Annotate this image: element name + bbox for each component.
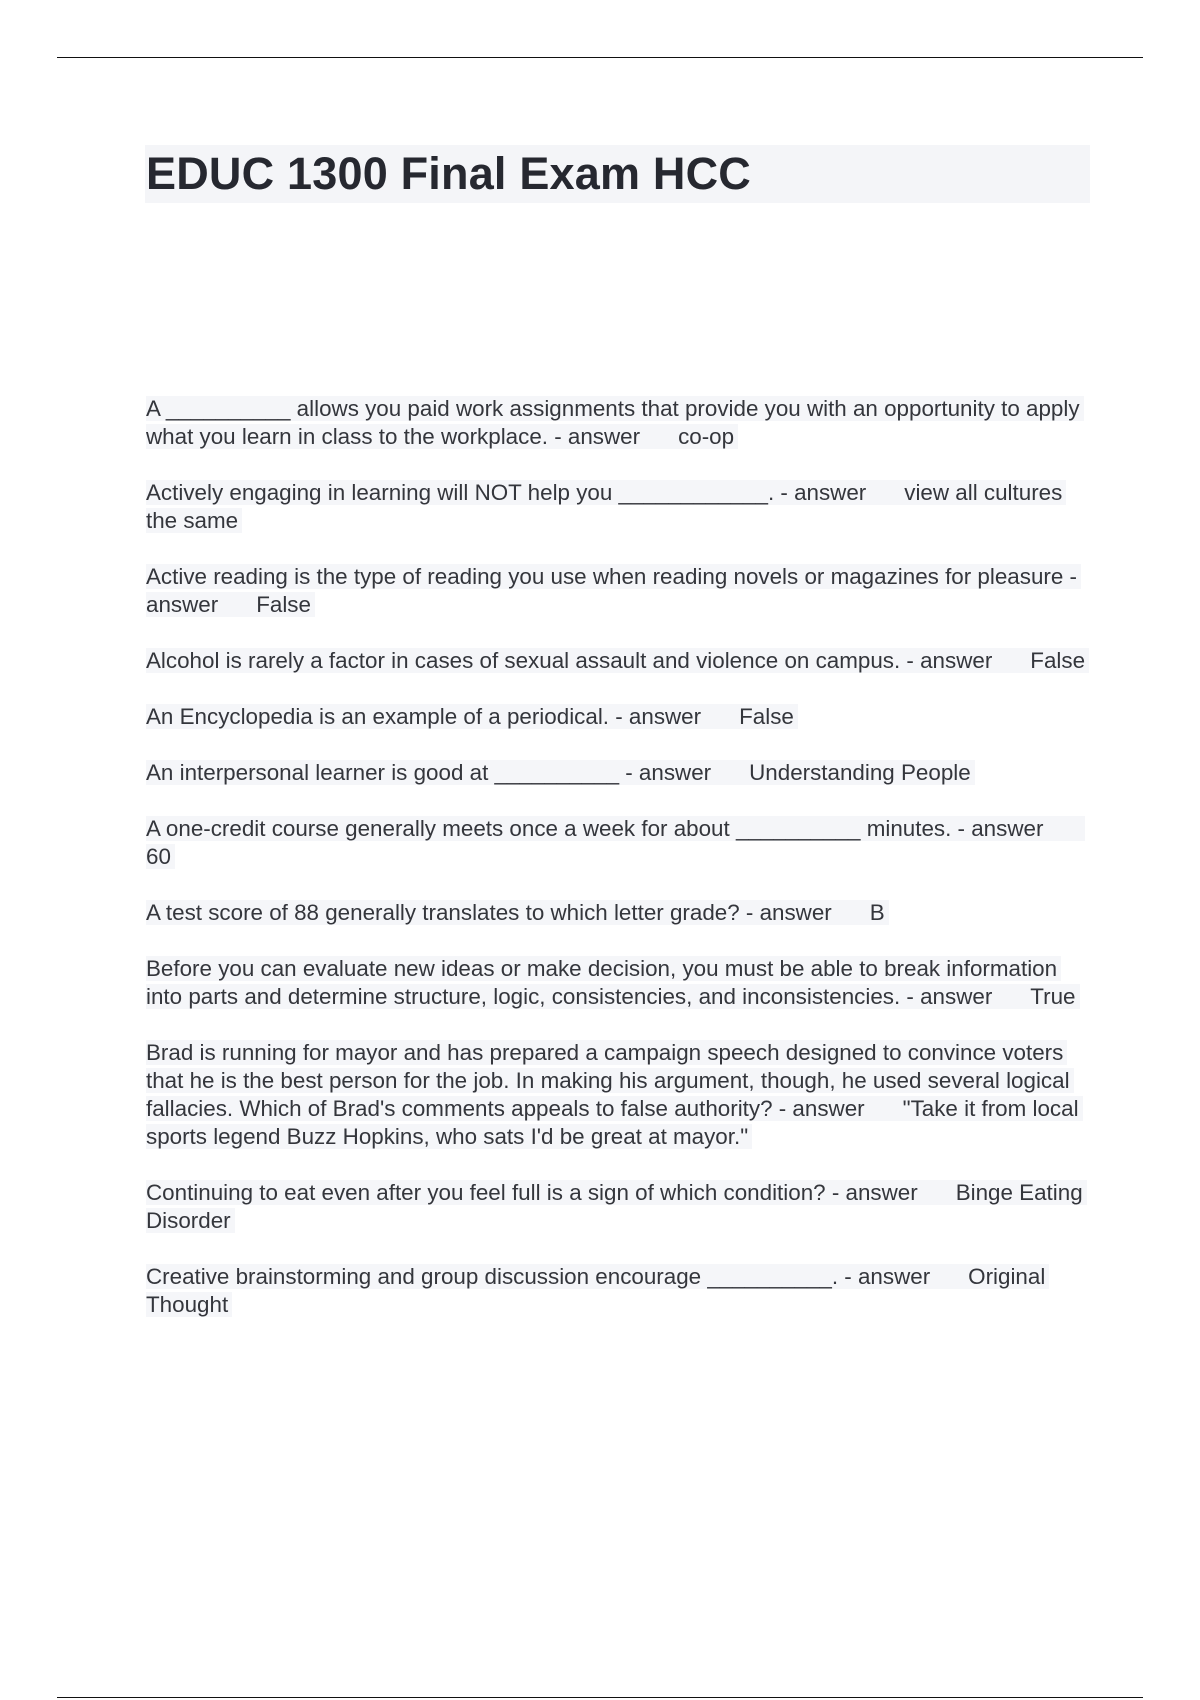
answer-text: Understanding People xyxy=(749,760,971,785)
answer-text: Original Thought xyxy=(146,1264,1046,1317)
question-text: Actively engaging in learning will NOT help you ____________. - answer xyxy=(146,480,867,505)
answer-text: True xyxy=(1030,984,1076,1009)
answer-text: 60 xyxy=(146,844,171,869)
question-text: A test score of 88 generally translates to which letter grade? - answer xyxy=(146,900,832,925)
answer-text: "Take it from local sports legend Buzz Hopkins, who sats I'd be great at mayor." xyxy=(146,1096,1079,1149)
question-text: Continuing to eat even after you feel full is a sign of which condition? - answer xyxy=(146,1180,918,1205)
qa-item xyxy=(146,1179,1096,1235)
qa-item xyxy=(146,955,1096,1011)
answer-text: False xyxy=(739,704,794,729)
qa-item xyxy=(146,1039,1096,1151)
qa-item xyxy=(146,563,1096,619)
qa-item xyxy=(146,395,1096,451)
answer-text: view all cultures the same xyxy=(146,480,1063,533)
qa-item xyxy=(146,759,1096,787)
question-text: Active reading is the type of reading you use when reading novels or magazines for pleasure - answer xyxy=(146,564,1077,617)
answer-text: Binge Eating Disorder xyxy=(146,1180,1083,1233)
qa-list xyxy=(146,395,1096,1347)
question-text: An Encyclopedia is an example of a periodical. - answer xyxy=(146,704,702,729)
answer-text: False xyxy=(256,592,311,617)
qa-item xyxy=(146,899,1096,927)
bottom-rule xyxy=(57,1697,1143,1698)
answer-text: co-op xyxy=(678,424,735,449)
document-title: EDUC 1300 Final Exam HCC xyxy=(146,148,752,199)
top-rule xyxy=(57,57,1143,58)
question-text: An interpersonal learner is good at __________ - answer xyxy=(146,760,712,785)
question-text: A __________ allows you paid work assignments that provide you with an opportunity to apply what you learn in class to the workplace. - answer xyxy=(146,396,1080,449)
question-text: Brad is running for mayor and has prepared a campaign speech designed to convince voters that he is the best person for the job. In making his argument, though, he used several logical fallacies. Which of Brad's comments appeals to false authority? - answer xyxy=(146,1040,1070,1121)
qa-item xyxy=(146,479,1096,535)
answer-text: B xyxy=(869,900,885,925)
qa-item xyxy=(146,703,1096,731)
answer-text: False xyxy=(1030,648,1086,673)
question-text: Before you can evaluate new ideas or make decision, you must be able to break information into parts and determine structure, logic, consistencies, and inconsistencies. - answer xyxy=(146,956,1058,1009)
question-text: Creative brainstorming and group discussion encourage __________. - answer xyxy=(146,1264,931,1289)
qa-item xyxy=(146,1263,1096,1319)
qa-item xyxy=(146,815,1096,871)
qa-item xyxy=(146,647,1096,675)
question-text: Alcohol is rarely a factor in cases of sexual assault and violence on campus. - answer xyxy=(146,648,993,673)
question-text: A one-credit course generally meets once a week for about __________ minutes. - answer xyxy=(146,816,1044,841)
